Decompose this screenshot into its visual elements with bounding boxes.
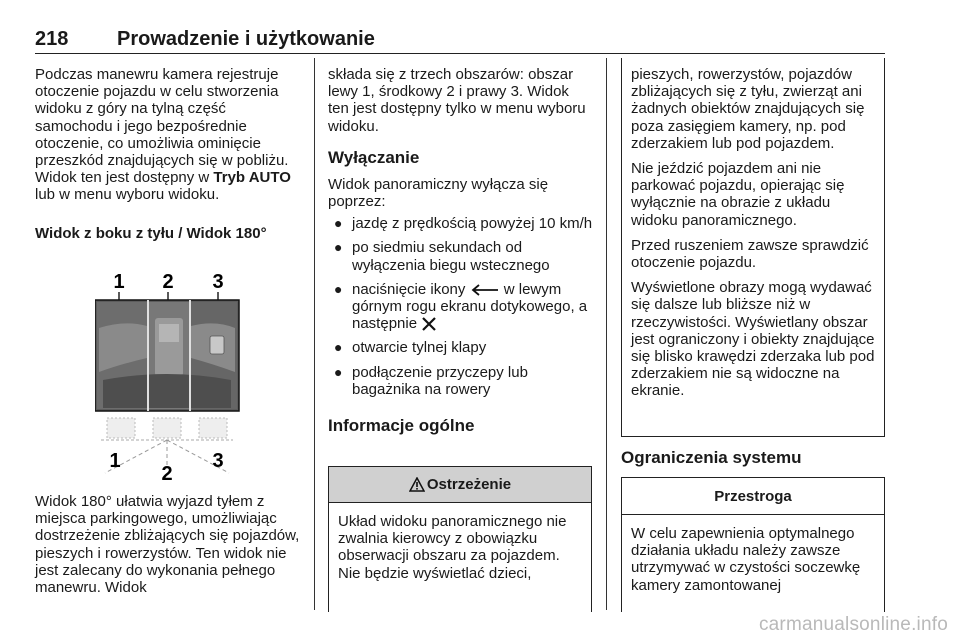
header-rule xyxy=(35,53,885,54)
warning-text: Układ widoku panoramicznego nie zwalnia kierowcy z obowiązku obserwacji obszaru za pojazdem. Nie będzie wyświetlać dzieci, xyxy=(338,513,567,582)
caution-box xyxy=(621,477,885,612)
warning-box xyxy=(328,466,592,612)
figure-label-1-bottom: 1 xyxy=(109,450,121,472)
section-heading-side-view: Widok z boku z tyłu / Widok 180° xyxy=(35,224,267,242)
warning-triangle-icon xyxy=(409,477,425,492)
section-heading-info: Informacje ogólne xyxy=(328,416,475,436)
tryb-auto-term: Tryb AUTO xyxy=(213,169,291,187)
caution-title: Przestroga xyxy=(714,487,792,505)
rear-view-180-figure xyxy=(95,268,245,483)
section-heading-off: Wyłączanie xyxy=(328,147,420,167)
list-item: ● otwarcie tylnej klapy xyxy=(334,339,487,357)
figure-label-2-bottom: 2 xyxy=(161,463,173,483)
off-intro: Widok panoramiczny wyłącza się poprzez: xyxy=(328,175,549,211)
column-2 xyxy=(328,66,593,436)
off-bullet-list xyxy=(328,215,593,398)
section-heading-limits: Ograniczenia systemu xyxy=(621,448,802,467)
column-1 xyxy=(35,66,303,597)
areas-paragraph: składa się z trzech obszarów: obszar lewy 1, środkowy 2 i prawy 3. Widok ten jest dostępny tylko w menu wyboru widoku. xyxy=(328,66,586,135)
intro-paragraph: Podczas manewru kamera rejestruje otoczenie pojazdu w celu stworzenia widoku z góry na tylną część samochodu i jego bezpośrednie otoczenie, co umożliwia ominięcie przeszkód znajdujących się w pobliżu. Widok ten jest dostępny w Tryb AUTO lub w menu wyboru widoku. xyxy=(35,66,291,204)
close-x-icon xyxy=(421,316,437,332)
warning-cont-p2: Nie jeździć pojazdem ani nie parkować pojazdu, opierając się wyłącznie na obrazie z układu widoku panoramicznego. xyxy=(631,160,845,229)
warning-continuation-box xyxy=(621,58,885,437)
arrow-left-icon xyxy=(470,284,500,296)
figure-label-1-top: 1 xyxy=(113,271,125,293)
warning-box-body xyxy=(329,503,591,582)
page-number: 218 xyxy=(35,28,69,50)
page-title: Prowadzenie i użytkowanie xyxy=(117,28,375,50)
list-item: ● podłączenie przyczepy lub bagażnika na rowery xyxy=(334,363,528,398)
caution-box-header xyxy=(622,478,884,515)
warning-cont-p4: Wyświetlone obrazy mogą wydawać się dalsze lub bliższe niż w rzeczywistości. Wyświetlany obszar jest ograniczony i obiekty znajdujące się blisko krawędzi zderzaka lub pod zderzakiem nie są widoczne na ekranie. xyxy=(631,279,875,400)
list-item: ● po siedmiu sekundach od wyłączenia biegu wstecznego xyxy=(334,239,550,274)
page-header xyxy=(35,28,885,54)
caution-text: W celu zapewnienia optymalnego działania układu należy zawsze utrzymywać w czystości soczewkę kamery zamontowanej xyxy=(631,525,861,594)
warning-cont-p1: pieszych, rowerzystów, pojazdów zbliżających się z tyłu, zwierząt ani żadnych obiektów znajdujących się poza zasięgiem kamery, np. pod zderzakiem lub pod pojazdem. xyxy=(631,66,865,152)
warning-title: Ostrzeżenie xyxy=(426,476,512,493)
list-item: ● naciśnięcie ikony w lewym górnym rogu ekranu dotykowego, a następnie xyxy=(334,280,588,333)
figure-label-3-top: 3 xyxy=(212,271,224,293)
figure-label-3-bottom: 3 xyxy=(212,450,224,472)
column-divider-2 xyxy=(606,58,607,610)
warning-box-header xyxy=(329,467,591,503)
column-divider-1 xyxy=(314,58,315,610)
side-view-paragraph: Widok 180° ułatwia wyjazd tyłem z miejsca parkingowego, umożliwiając dostrzeżenie zbliżających się pojazdów, pieszych i rowerzystów. Ten widok nie jest zalecany do wykonania pełnego manewru. Widok xyxy=(35,493,300,597)
camera-screen xyxy=(95,300,239,411)
caution-box-body xyxy=(622,515,884,594)
list-item: ● jazdę z prędkością powyżej 10 km/h xyxy=(334,215,593,233)
figure-label-2-top: 2 xyxy=(162,271,174,293)
watermark: carmanualsonline.info xyxy=(758,614,948,635)
warning-cont-p3: Przed ruszeniem zawsze sprawdzić otoczenie pojazdu. xyxy=(631,236,869,272)
warning-continuation-body xyxy=(622,58,884,400)
